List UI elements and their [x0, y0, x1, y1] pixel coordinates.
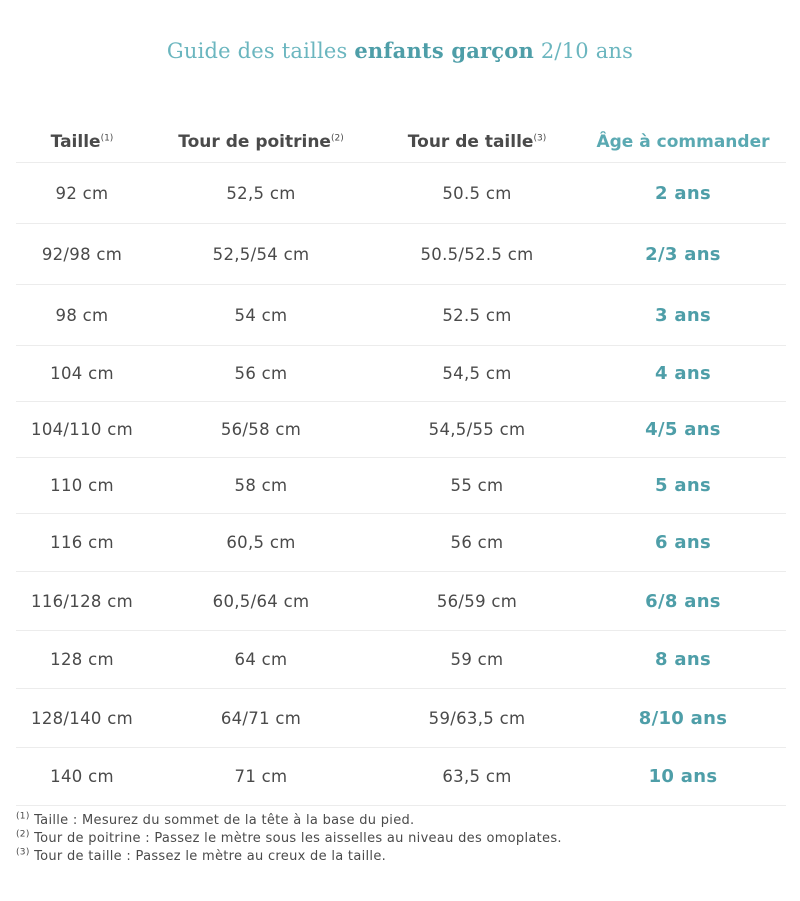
cell-taille: 116 cm [16, 514, 148, 572]
cell-age: 2 ans [580, 163, 786, 224]
cell-tour-de-poitrine: 60,5/64 cm [148, 572, 374, 631]
cell-age: 6 ans [580, 514, 786, 572]
cell-taille: 116/128 cm [16, 572, 148, 631]
table-row [16, 689, 786, 748]
cell-tour-de-taille: 56 cm [374, 514, 580, 572]
cell-age: 4/5 ans [580, 402, 786, 458]
table-row [16, 346, 786, 402]
cell-tour-de-taille: 59 cm [374, 631, 580, 689]
cell-taille: 92/98 cm [16, 224, 148, 285]
page-title [0, 38, 800, 63]
footnote-1: $^{(1)}$ Taille : Mesurez du sommet de la tête à la base du pied. [16, 811, 415, 828]
cell-tour-de-taille: 54,5 cm [374, 346, 580, 402]
cell-age: 10 ans [580, 748, 786, 806]
table-row [16, 458, 786, 514]
cell-tour-de-taille: 54,5/55 cm [374, 402, 580, 458]
cell-tour-de-taille: 50.5 cm [374, 163, 580, 224]
table-row [16, 631, 786, 689]
footnotes [16, 812, 786, 866]
header-tour-de-taille: Tour de taille$^{(3)}$ [374, 122, 580, 163]
cell-tour-de-poitrine: 60,5 cm [148, 514, 374, 572]
footnote-2: $^{(2)}$ Tour de poitrine : Passez le mètre sous les aisselles au niveau des omoplates. [16, 829, 562, 846]
title-bold: enfants garçon [354, 38, 534, 63]
table-row [16, 224, 786, 285]
cell-tour-de-poitrine: 64 cm [148, 631, 374, 689]
cell-age: 8/10 ans [580, 689, 786, 748]
table-row [16, 514, 786, 572]
table-row [16, 163, 786, 224]
title-range: 2/10 ans [540, 39, 634, 63]
table-row [16, 572, 786, 631]
cell-tour-de-taille: 50.5/52.5 cm [374, 224, 580, 285]
cell-age: 2/3 ans [580, 224, 786, 285]
cell-tour-de-taille: 59/63,5 cm [374, 689, 580, 748]
footnote-3: $^{(3)}$ Tour de taille : Passez le mètre au creux de la taille. [16, 847, 387, 864]
title-light: Guide des tailles [166, 39, 348, 63]
cell-taille: 128 cm [16, 631, 148, 689]
cell-taille: 104/110 cm [16, 402, 148, 458]
cell-tour-de-poitrine: 52,5 cm [148, 163, 374, 224]
cell-tour-de-taille: 52.5 cm [374, 285, 580, 346]
cell-age: 3 ans [580, 285, 786, 346]
cell-tour-de-taille: 55 cm [374, 458, 580, 514]
cell-tour-de-poitrine: 58 cm [148, 458, 374, 514]
cell-tour-de-poitrine: 71 cm [148, 748, 374, 806]
table-row [16, 285, 786, 346]
cell-tour-de-poitrine: 56/58 cm [148, 402, 374, 458]
cell-taille: 110 cm [16, 458, 148, 514]
cell-tour-de-poitrine: 64/71 cm [148, 689, 374, 748]
cell-age: 8 ans [580, 631, 786, 689]
cell-taille: 128/140 cm [16, 689, 148, 748]
table-row [16, 402, 786, 458]
cell-age: 6/8 ans [580, 572, 786, 631]
cell-taille: 92 cm [16, 163, 148, 224]
cell-taille: 140 cm [16, 748, 148, 806]
table-header-row [16, 122, 786, 163]
header-age-a-commander: Âge à commander [580, 122, 786, 163]
cell-tour-de-poitrine: 56 cm [148, 346, 374, 402]
table-row [16, 748, 786, 806]
cell-tour-de-taille: 56/59 cm [374, 572, 580, 631]
header-tour-de-poitrine: Tour de poitrine$^{(2)}$ [148, 122, 374, 163]
cell-taille: 98 cm [16, 285, 148, 346]
cell-age: 5 ans [580, 458, 786, 514]
cell-tour-de-poitrine: 52,5/54 cm [148, 224, 374, 285]
cell-tour-de-taille: 63,5 cm [374, 748, 580, 806]
cell-age: 4 ans [580, 346, 786, 402]
size-guide-table [16, 122, 786, 806]
cell-tour-de-poitrine: 54 cm [148, 285, 374, 346]
cell-taille: 104 cm [16, 346, 148, 402]
header-taille: Taille$^{(1)}$ [16, 122, 148, 163]
